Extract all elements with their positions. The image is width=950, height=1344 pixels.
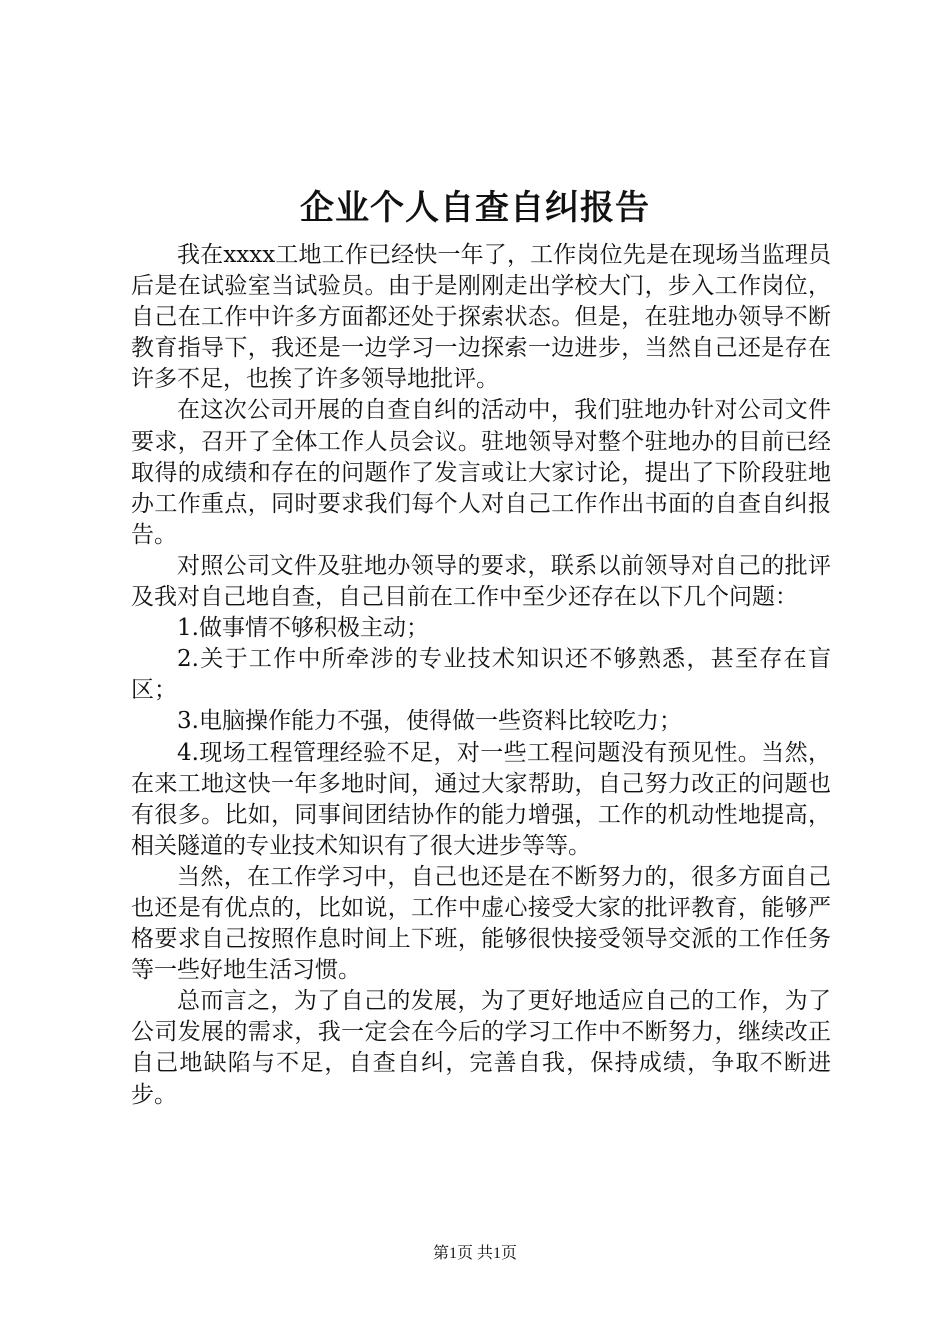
- paragraph-intro: 我在xxxx工地工作已经快一年了，工作岗位先是在现场当监理员后是在试验室当试验员。由于是刚刚走出学校大门，步入工作岗位，自己在工作中许多方面都还处于探索状态。但是，在驻地办领导不断教育指导下，我还是一边学习一边探索一边进步，当然自己还是存在许多不足，也挨了许多领导地批评。: [131, 242, 831, 393]
- paragraph-conclusion: 总而言之，为了自己的发展，为了更好地适应自己的工作，为了公司发展的需求，我一定会在今后的学习工作中不断努力，继续改正自己地缺陷与不足，自查自纠，完善自我，保持成绩，争取不断进步。: [131, 988, 831, 1108]
- list-item-problem-1: 1.做事情不够积极主动；: [177, 615, 429, 642]
- paragraph-problems-intro: 对照公司文件及驻地办领导的要求，联系以前领导对自己的批评及我对自己地自查，自己目前在工作中至少还存在以下几个问题：: [131, 552, 831, 611]
- list-item-problem-3: 3.电脑操作能力不强，使得做一些资料比较吃力；: [177, 708, 682, 735]
- document-title: 企业个人自查自纠报告: [300, 188, 650, 228]
- paragraph-strengths: 当然，在工作学习中，自己也还是在不断努力的，很多方面自己也还是有优点的，比如说，工作中虚心接受大家的批评教育，能够严格要求自己按照作息时间上下班，能够很快接受领导交派的工作任务等一些好地生活习惯。: [131, 863, 831, 984]
- page-number-footer: 第1页 共1页: [432, 1245, 517, 1262]
- list-item-problem-4: 4.现场工程管理经验不足，对一些工程问题没有预见性。当然，在来工地这快一年多地时间，通过大家帮助，自己努力改正的问题也有很多。比如，同事间团结协作的能力增强，工作的机动性地提高，相关隧道的专业技术知识有了很大进步等等。: [131, 739, 831, 859]
- paragraph-activity: 在这次公司开展的自查自纠的活动中，我们驻地办针对公司文件要求，召开了全体工作人员会议。驻地领导对整个驻地办的目前已经取得的成绩和存在的问题作了发言或让大家讨论，提出了下阶段驻地办工作重点，同时要求我们每个人对自己工作作出书面的自查自纠报告。: [131, 397, 831, 548]
- list-item-problem-2: 2.关于工作中所牵涉的专业技术知识还不够熟悉，甚至存在盲区；: [131, 646, 831, 704]
- document-body: [131, 240, 831, 1111]
